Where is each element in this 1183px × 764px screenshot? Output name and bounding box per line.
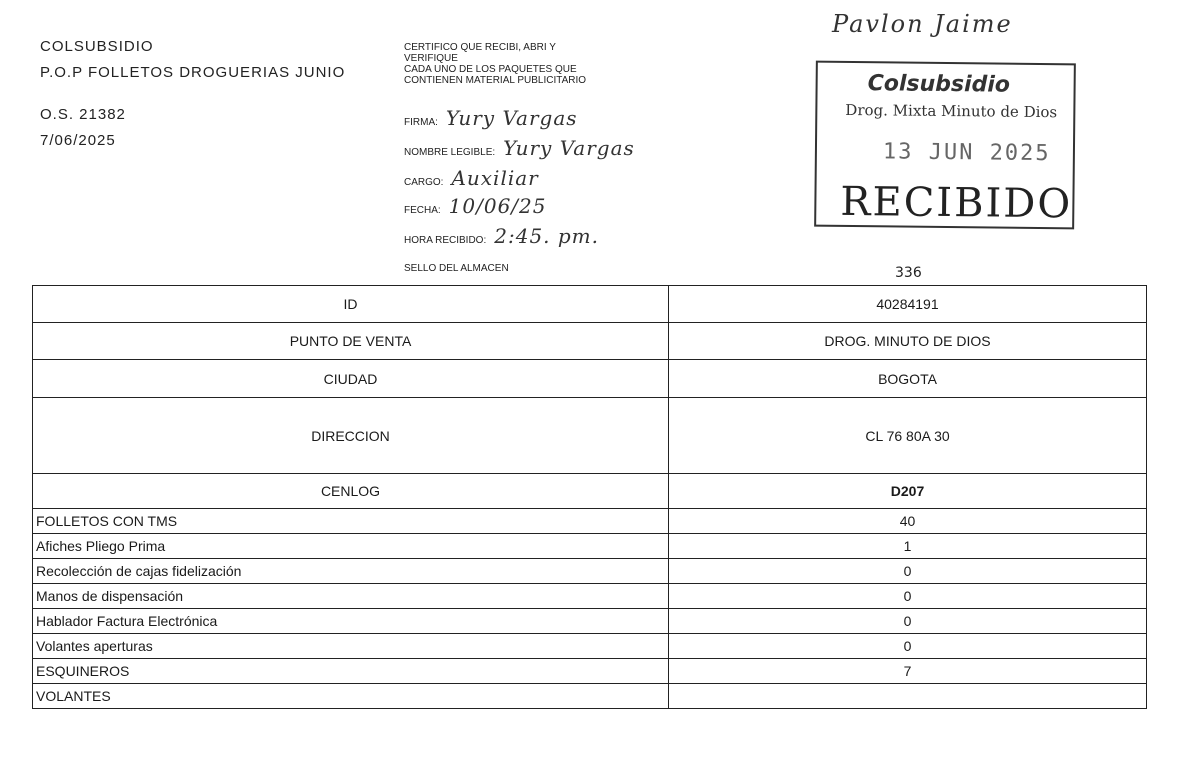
item-label: VOLANTES <box>33 684 669 709</box>
table-row <box>33 360 1147 398</box>
cert-line: VERIFIQUE <box>404 53 458 64</box>
cert-line: CERTIFICO QUE RECIBI, ABRI Y <box>404 42 556 53</box>
table-row <box>33 634 1147 659</box>
campaign-title: P.O.P FOLLETOS DROGUERIAS JUNIO <box>40 64 346 81</box>
item-value: 0 <box>669 634 1147 659</box>
header-block <box>40 38 345 158</box>
cargo-label: CARGO: <box>404 177 444 188</box>
table-row <box>33 584 1147 609</box>
top-signature: Pavlon Jaime <box>832 10 1013 38</box>
nombre-value: Yury Vargas <box>503 136 635 160</box>
row-label-id: ID <box>33 286 669 323</box>
stamp-store: Drog. Mixta Minuto de Dios <box>845 100 1058 122</box>
row-value-punto-venta: DROG. MINUTO DE DIOS <box>669 323 1147 360</box>
item-label: ESQUINEROS <box>33 659 669 684</box>
table-row <box>33 609 1147 634</box>
nombre-label: NOMBRE LEGIBLE: <box>404 147 496 158</box>
table-row <box>33 286 1147 323</box>
table-row <box>33 684 1147 709</box>
row-label-cenlog: CENLOG <box>33 474 669 509</box>
row-value-ciudad: BOGOTA <box>669 360 1147 398</box>
item-label: Recolección de cajas fidelización <box>33 559 669 584</box>
row-value-cenlog: D207 <box>669 474 1147 509</box>
page-number: 336 <box>895 265 922 281</box>
item-value: 0 <box>669 559 1147 584</box>
hora-label: HORA RECIBIDO: <box>404 235 487 246</box>
item-value: 1 <box>669 534 1147 559</box>
fecha-field <box>404 194 547 218</box>
stamp-status: RECIBIDO <box>840 178 1073 228</box>
cargo-field <box>404 166 539 190</box>
stamp-brand: Colsubsidio <box>867 71 1011 98</box>
firma-field <box>404 106 578 130</box>
table-row <box>33 398 1147 474</box>
stamp-date: 13 JUN 2025 <box>882 139 1051 167</box>
table-row <box>33 559 1147 584</box>
hora-value: 2:45. pm. <box>494 224 600 248</box>
item-label: Afiches Pliego Prima <box>33 534 669 559</box>
received-stamp <box>814 61 1076 230</box>
item-value: 0 <box>669 584 1147 609</box>
item-value: 7 <box>669 659 1147 684</box>
sello-label: SELLO DEL ALMACEN <box>404 263 509 274</box>
row-value-id: 40284191 <box>669 286 1147 323</box>
item-value: 40 <box>669 509 1147 534</box>
table-row <box>33 474 1147 509</box>
table-row <box>33 323 1147 360</box>
cert-line: CADA UNO DE LOS PAQUETES QUE <box>404 64 577 75</box>
item-label: FOLLETOS CON TMS <box>33 509 669 534</box>
document-date: 7/06/2025 <box>40 132 116 149</box>
table-row <box>33 659 1147 684</box>
company-name: COLSUBSIDIO <box>40 38 154 55</box>
item-label: Hablador Factura Electrónica <box>33 609 669 634</box>
delivery-table <box>32 285 1147 709</box>
item-value <box>669 684 1147 709</box>
item-value: 0 <box>669 609 1147 634</box>
item-label: Volantes aperturas <box>33 634 669 659</box>
row-value-direccion: CL 76 80A 30 <box>669 398 1147 474</box>
firma-signature: Yury Vargas <box>445 106 578 130</box>
cert-line: CONTIENEN MATERIAL PUBLICITARIO <box>404 75 587 86</box>
table-row <box>33 534 1147 559</box>
hora-field <box>404 224 599 248</box>
row-label-punto-venta: PUNTO DE VENTA <box>33 323 669 360</box>
row-label-direccion: DIRECCION <box>33 398 669 474</box>
firma-label: FIRMA: <box>404 117 438 128</box>
cargo-value: Auxiliar <box>451 166 539 190</box>
item-label: Manos de dispensación <box>33 584 669 609</box>
nombre-field <box>404 136 635 160</box>
table-row <box>33 509 1147 534</box>
certificate-text <box>404 42 704 86</box>
order-number: O.S. 21382 <box>40 106 126 123</box>
row-label-ciudad: CIUDAD <box>33 360 669 398</box>
fecha-value: 10/06/25 <box>448 194 547 218</box>
fecha-label: FECHA: <box>404 205 441 216</box>
